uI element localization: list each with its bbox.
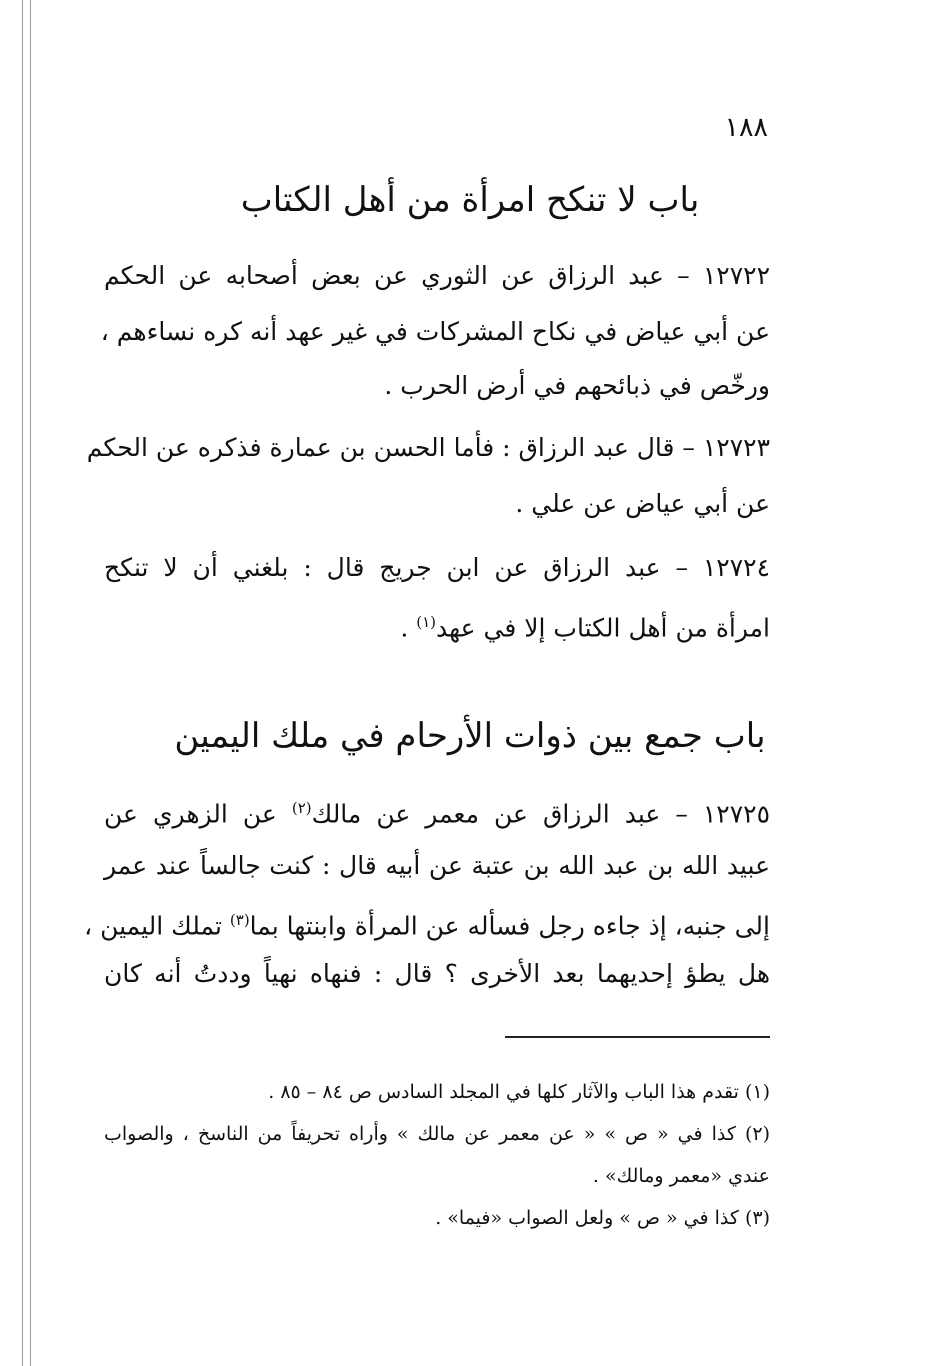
section-heading: باب جمع بين ذوات الأرحام في ملك اليمين [174,716,766,756]
footnote-separator [505,1036,770,1038]
paragraph-line: عن أبي عياض في نكاح المشركات في غير عهد أنه كره نساءهم ، [100,317,770,346]
hadith-number: ١٢٧٢٢ [702,261,770,290]
footnote-ref: (١) [416,613,437,631]
paragraph-line [84,900,770,946]
paragraph-line: هل يطؤ إحديهما بعد الأخرى ؟ قال : فنهاه نهياً وددتُ أنه كان [104,959,770,988]
hadith-number: ١٢٧٢٤ [702,553,771,582]
hadith-text: . [400,613,417,643]
footnote [104,1076,770,1108]
paragraph-line [104,602,770,648]
hadith-number: ١٢٧٢٣ [702,433,770,462]
page-number: ١٨٨ [724,112,768,143]
paragraph-line: ورخّص في ذبائحهم في أرض الحرب . [384,371,770,400]
hadith-text: عن الزهري عن [104,799,292,829]
dash: – [677,261,690,290]
hadith-text: امرأة من أهل الكتاب إلا في عهد [436,613,770,643]
paragraph-line [104,256,770,296]
hadith-text: إلى جنبه، إذ جاءه رجل فسأله عن المرأة وابنتها بما [249,911,770,941]
paragraph-line: عن أبي عياض عن علي . [515,489,770,518]
footnote-text: كذا في « ص » ولعل الصواب «فيما» . [435,1207,739,1229]
footnote [104,1202,770,1234]
footnote-text: تقدم هذا الباب والآثار كلها في المجلد السادس ص ٨٤ – ٨٥ . [268,1081,739,1103]
footnote [104,1118,770,1150]
paragraph-line [86,428,770,468]
hadith-text: قال عبد الرزاق : فأما الحسن بن عمارة فذكره عن الحكم [86,433,675,462]
footnote-line: عندي «معمر ومالك» . [592,1165,770,1187]
footnote-marker: (١) [744,1081,770,1103]
dash: – [675,553,688,582]
footnote-marker: (٣) [744,1207,770,1229]
dash: – [675,799,688,829]
footnote-marker: (٢) [744,1123,770,1145]
paragraph-line [104,788,770,834]
footnote-ref: (٢) [291,799,312,817]
hadith-text: عبد الرزاق عن معمر عن مالك [311,799,661,829]
dash: – [682,433,695,462]
hadith-number: ١٢٧٢٥ [702,799,770,829]
footnote-text: كذا في « ص » « عن معمر عن مالك » وأراه تحريفاً من الناسخ ، والصواب [104,1123,736,1145]
hadith-text: تملك اليمين ، [84,911,230,941]
paragraph-line: عبيد الله بن عبد الله بن عتبة عن أبيه قال : كنت جالساً عند عمر [104,851,770,880]
hadith-text: عبد الرزاق عن ابن جريج قال : بلغني أن لا تنكح [104,553,661,582]
hadith-text: عبد الرزاق عن الثوري عن بعض أصحابه عن الحكم [104,261,664,290]
section-heading: باب لا تنكح امرأة من أهل الكتاب [240,180,700,220]
footnote-ref: (٣) [229,911,250,929]
paragraph-line [104,548,770,588]
